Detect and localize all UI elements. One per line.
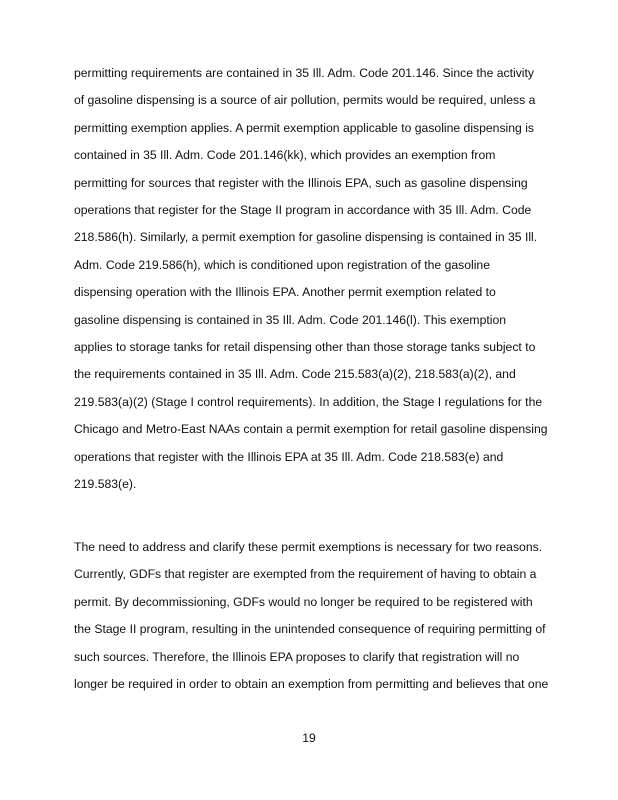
text-line: such sources. Therefore, the Illinois EPA proposes to clarify that registration will no	[74, 649, 520, 664]
text-line: Adm. Code 219.586(h), which is conditioned upon registration of the gasoline	[74, 257, 490, 272]
text-line: longer be required in order to obtain an exemption from permitting and believes that one	[74, 677, 549, 691]
text-line: 218.586(h). Similarly, a permit exemption for gasoline dispensing is contained in 35 Ill.	[74, 230, 538, 245]
text-line: applies to storage tanks for retail dispensing other than those storage tanks subject to	[74, 340, 536, 354]
text-line: operations that register for the Stage II program in accordance with 35 Ill. Adm. Code	[74, 203, 532, 217]
text-line: The need to address and clarify these permit exemptions is necessary for two reasons.	[74, 540, 543, 554]
text-line: of gasoline dispensing is a source of air pollution, permits would be required, unless a	[74, 93, 536, 108]
text-line: permitting for sources that register with the Illinois EPA, such as gasoline dispensing	[74, 175, 528, 190]
text-line: 219.583(e).	[74, 477, 137, 491]
text-line: the requirements contained in 35 Ill. Adm. Code 215.583(a)(2), 218.583(a)(2), and	[74, 367, 516, 382]
text-line: permit. By decommissioning, GDFs would no longer be required to be registered with	[74, 594, 533, 609]
page-number: 19	[302, 731, 316, 745]
text-line: gasoline dispensing is contained in 35 Ill. Adm. Code 201.146(l). This exemption	[74, 312, 507, 327]
text-line: the Stage II program, resulting in the unintended consequence of requiring permitting of	[74, 622, 546, 637]
text-line: contained in 35 Ill. Adm. Code 201.146(kk), which provides an exemption from	[74, 148, 496, 163]
text-line: 219.583(a)(2) (Stage I control requirements). In addition, the Stage I regulations for the	[74, 394, 543, 409]
text-line: Currently, GDFs that register are exempted from the requirement of having to obtain a	[74, 567, 537, 582]
text-line: permitting exemption applies. A permit exemption applicable to gasoline dispensing is	[74, 120, 535, 135]
text-line: permitting requirements are contained in 35 Ill. Adm. Code 201.146. Since the activity	[74, 66, 534, 80]
text-line: dispensing operation with the Illinois EPA. Another permit exemption related to	[74, 285, 496, 300]
text-line: operations that register with the Illinois EPA at 35 Ill. Adm. Code 218.583(e) and	[74, 449, 504, 464]
text-line: Chicago and Metro-East NAAs contain a permit exemption for retail gasoline dispensing	[74, 422, 548, 437]
